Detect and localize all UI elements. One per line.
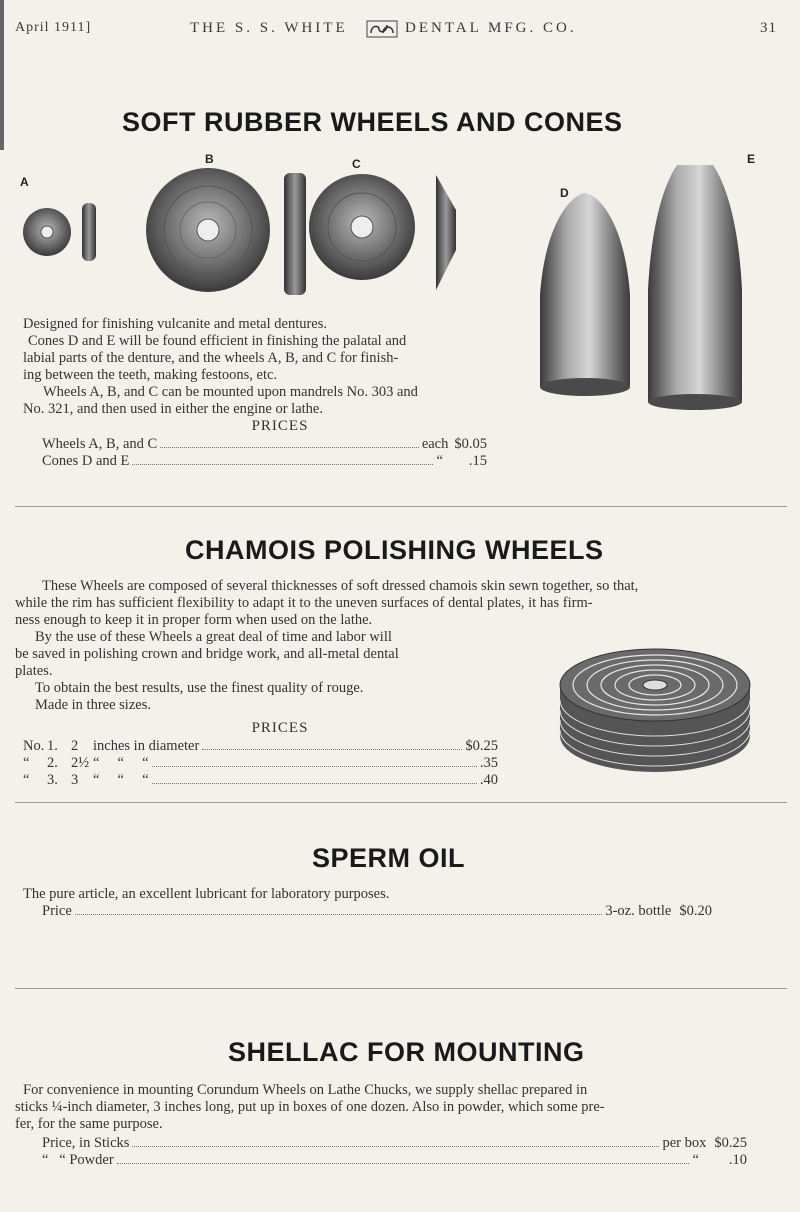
price-value: $0.25 [465,738,498,754]
price-row [23,738,498,755]
soft-rubber-price-list [42,436,487,470]
label-e: E [747,152,756,166]
soft-rubber-line: Designed for finishing vulcanite and metal dentures. [23,316,328,332]
soft-rubber-description [23,316,503,418]
price-size: 2 [71,738,79,754]
chamois-line: be saved in polishing crown and bridge work, and all-metal dental [15,646,399,662]
price-item: “ “ Powder [42,1152,114,1168]
price-no: “ [23,755,30,771]
soft-rubber-line: Wheels A, B, and C can be mounted upon mandrels No. 303 and [43,384,418,400]
dot-leader [160,447,419,448]
shellac-title: SHELLAC FOR MOUNTING [228,1037,585,1067]
shellac-line: For convenience in mounting Corundum Wheels on Lathe Chucks, we supply shellac prepared in [23,1082,588,1098]
wheel-c-edge [436,175,456,290]
price-desc: “ “ “ [93,772,149,788]
chamois-line: By the use of these Wheels a great deal of time and labor will [35,629,392,645]
soft-rubber-line: Cones D and E will be found efficient in finishing the palatal and [28,333,407,349]
running-header-left: April 1911] [15,20,92,35]
price-row [23,772,498,789]
soft-rubber-line: labial parts of the denture, and the wheels A, B, and C for finish- [23,350,399,366]
dot-leader [132,464,433,465]
monogram-logo [366,20,398,38]
dot-leader [75,914,603,915]
left-margin-bar [0,0,4,150]
dot-leader [132,1146,659,1147]
chamois-line: These Wheels are composed of several thicknesses of soft dressed chamois skin sewn together, so that, [42,578,639,594]
wheel-b-edge [284,173,306,295]
price-value: .35 [479,755,498,771]
price-desc: “ “ “ [93,755,149,771]
dot-leader [117,1163,690,1164]
rubber-wheels-illustration [0,155,500,315]
price-item: Cones D and E [42,453,130,469]
price-num: 2. [47,755,58,771]
price-unit: per box [662,1135,707,1151]
running-header-company: DENTAL MFG. CO. [405,20,577,36]
price-no: “ [23,772,30,788]
price-size: 2½ [71,755,90,771]
shellac-line: sticks ¼-inch diameter, 3 inches long, put up in boxes of one dozen. Also in powder, which some pre- [15,1099,605,1115]
label-c: C [352,157,361,171]
price-unit: each [421,436,449,452]
sperm-oil-title: SPERM OIL [312,843,466,873]
price-item: Price [42,903,72,919]
price-unit: “ [692,1152,699,1168]
label-a: A [20,175,29,189]
page-number: 31 [760,20,777,36]
soft-rubber-line: No. 321, and then used in either the engine or lathe. [23,401,323,417]
price-no: No. [23,738,45,754]
price-num: 3. [47,772,58,788]
chamois-line: Made in three sizes. [35,697,151,713]
chamois-line: To obtain the best results, use the finest quality of rouge. [35,680,364,696]
price-item: Price, in Sticks [42,1135,130,1151]
chamois-line: ness enough to keep it in proper form when used on the lathe. [15,612,373,628]
cone-d [540,193,630,387]
chamois-line: while the rim has sufficient flexibility to adapt it to the uneven surfaces of dental plates, it has firm- [15,595,593,611]
price-num: 1. [47,738,58,754]
price-desc: inches in diameter [93,738,200,754]
dot-leader [152,766,477,767]
cone-e [648,165,742,402]
dot-leader [152,783,477,784]
price-value: .10 [728,1152,747,1168]
shellac-price-list [42,1135,747,1169]
price-row [23,755,498,772]
sperm-oil-description: The pure article, an excellent lubricant for laboratory purposes. [23,886,390,902]
chamois-price-list [23,738,498,789]
chamois-title: CHAMOIS POLISHING WHEELS [185,535,604,565]
chamois-prices-heading: PRICES [251,720,309,736]
price-row [42,453,487,470]
shellac-description [15,1082,790,1133]
label-b: B [205,152,214,166]
shellac-line: fer, for the same purpose. [15,1116,163,1132]
price-row [42,1135,747,1152]
soft-rubber-prices-heading: PRICES [251,418,309,434]
price-value: $0.05 [454,436,487,452]
price-value: .15 [468,453,487,469]
price-row [42,436,487,453]
running-header-center: THE S. S. WHITE [190,20,348,36]
section-divider [15,802,787,803]
price-row [42,1152,747,1169]
rubber-cones-illustration [540,165,785,410]
price-value: $0.20 [679,903,712,919]
wheel-a-edge [82,203,96,261]
price-size: 3 [71,772,79,788]
dot-leader [202,749,462,750]
price-unit: 3-oz. bottle [605,903,672,919]
chamois-line: plates. [15,663,53,679]
price-item: Wheels A, B, and C [42,436,158,452]
sperm-oil-price-list [42,903,712,920]
price-value: $0.25 [714,1135,747,1151]
price-row [42,903,712,920]
price-value: .40 [479,772,498,788]
label-d: D [560,186,569,200]
soft-rubber-title: SOFT RUBBER WHEELS AND CONES [122,107,623,137]
section-divider [15,506,787,507]
section-divider [15,988,787,989]
soft-rubber-line: ing between the teeth, making festoons, etc. [23,367,278,383]
chamois-wheel-illustration [555,640,755,775]
price-unit: “ [436,453,443,469]
